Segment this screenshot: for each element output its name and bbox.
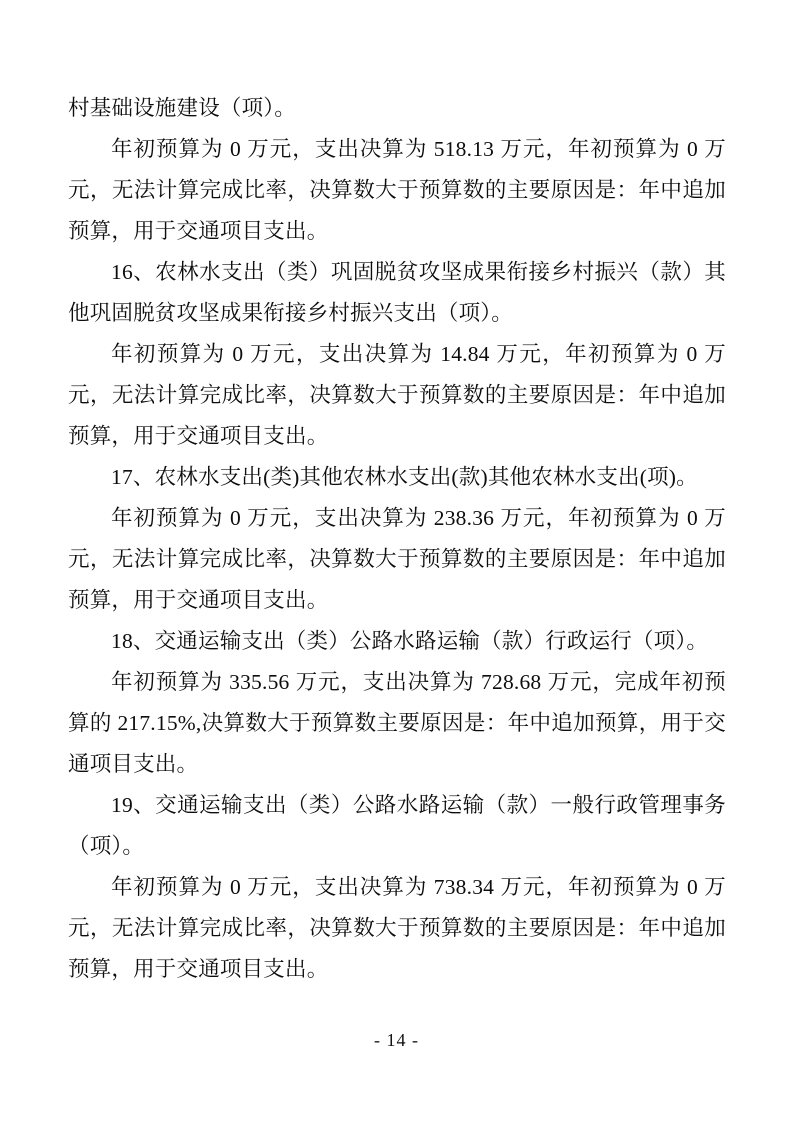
- paragraph: 村基础设施建设（项）。: [68, 96, 296, 120]
- paragraph: 19、交通运输支出（类）公路水路运输（款）一般行政管理事务（项）。: [68, 793, 726, 858]
- document-body: [68, 88, 726, 990]
- paragraph: 年初预算为 0 万元，支出决算为 518.13 万元，年初预算为 0 万元，无法计算完成比率，决算数大于预算数的主要原因是：年中追加预算，用于交通项目支出。: [68, 137, 726, 243]
- paragraph: 年初预算为 0 万元，支出决算为 238.36 万元，年初预算为 0 万元，无法计算完成比率，决算数大于预算数的主要原因是：年中追加预算，用于交通项目支出。: [68, 506, 726, 612]
- paragraph: 年初预算为 0 万元，支出决算为 14.84 万元，年初预算为 0 万元，无法计算完成比率，决算数大于预算数的主要原因是：年中追加预算，用于交通项目支出。: [68, 342, 726, 448]
- paragraph: 年初预算为 335.56 万元，支出决算为 728.68 万元，完成年初预算的 217.15%,决算数大于预算数主要原因是：年中追加预算，用于交通项目支出。: [68, 670, 726, 776]
- paragraph: 18、交通运输支出（类）公路水路运输（款）行政运行（项）。: [111, 629, 709, 653]
- paragraph: 16、农林水支出（类）巩固脱贫攻坚成果衔接乡村振兴（款）其他巩固脱贫攻坚成果衔接乡村振兴支出（项）。: [68, 260, 726, 325]
- paragraph: 17、农林水支出(类)其他农林水支出(款)其他农林水支出(项)。: [111, 465, 698, 489]
- paragraph: 年初预算为 0 万元，支出决算为 738.34 万元，年初预算为 0 万元，无法计算完成比率，决算数大于预算数的主要原因是：年中追加预算，用于交通项目支出。: [68, 875, 726, 981]
- page-number: - 14 -: [374, 1030, 419, 1050]
